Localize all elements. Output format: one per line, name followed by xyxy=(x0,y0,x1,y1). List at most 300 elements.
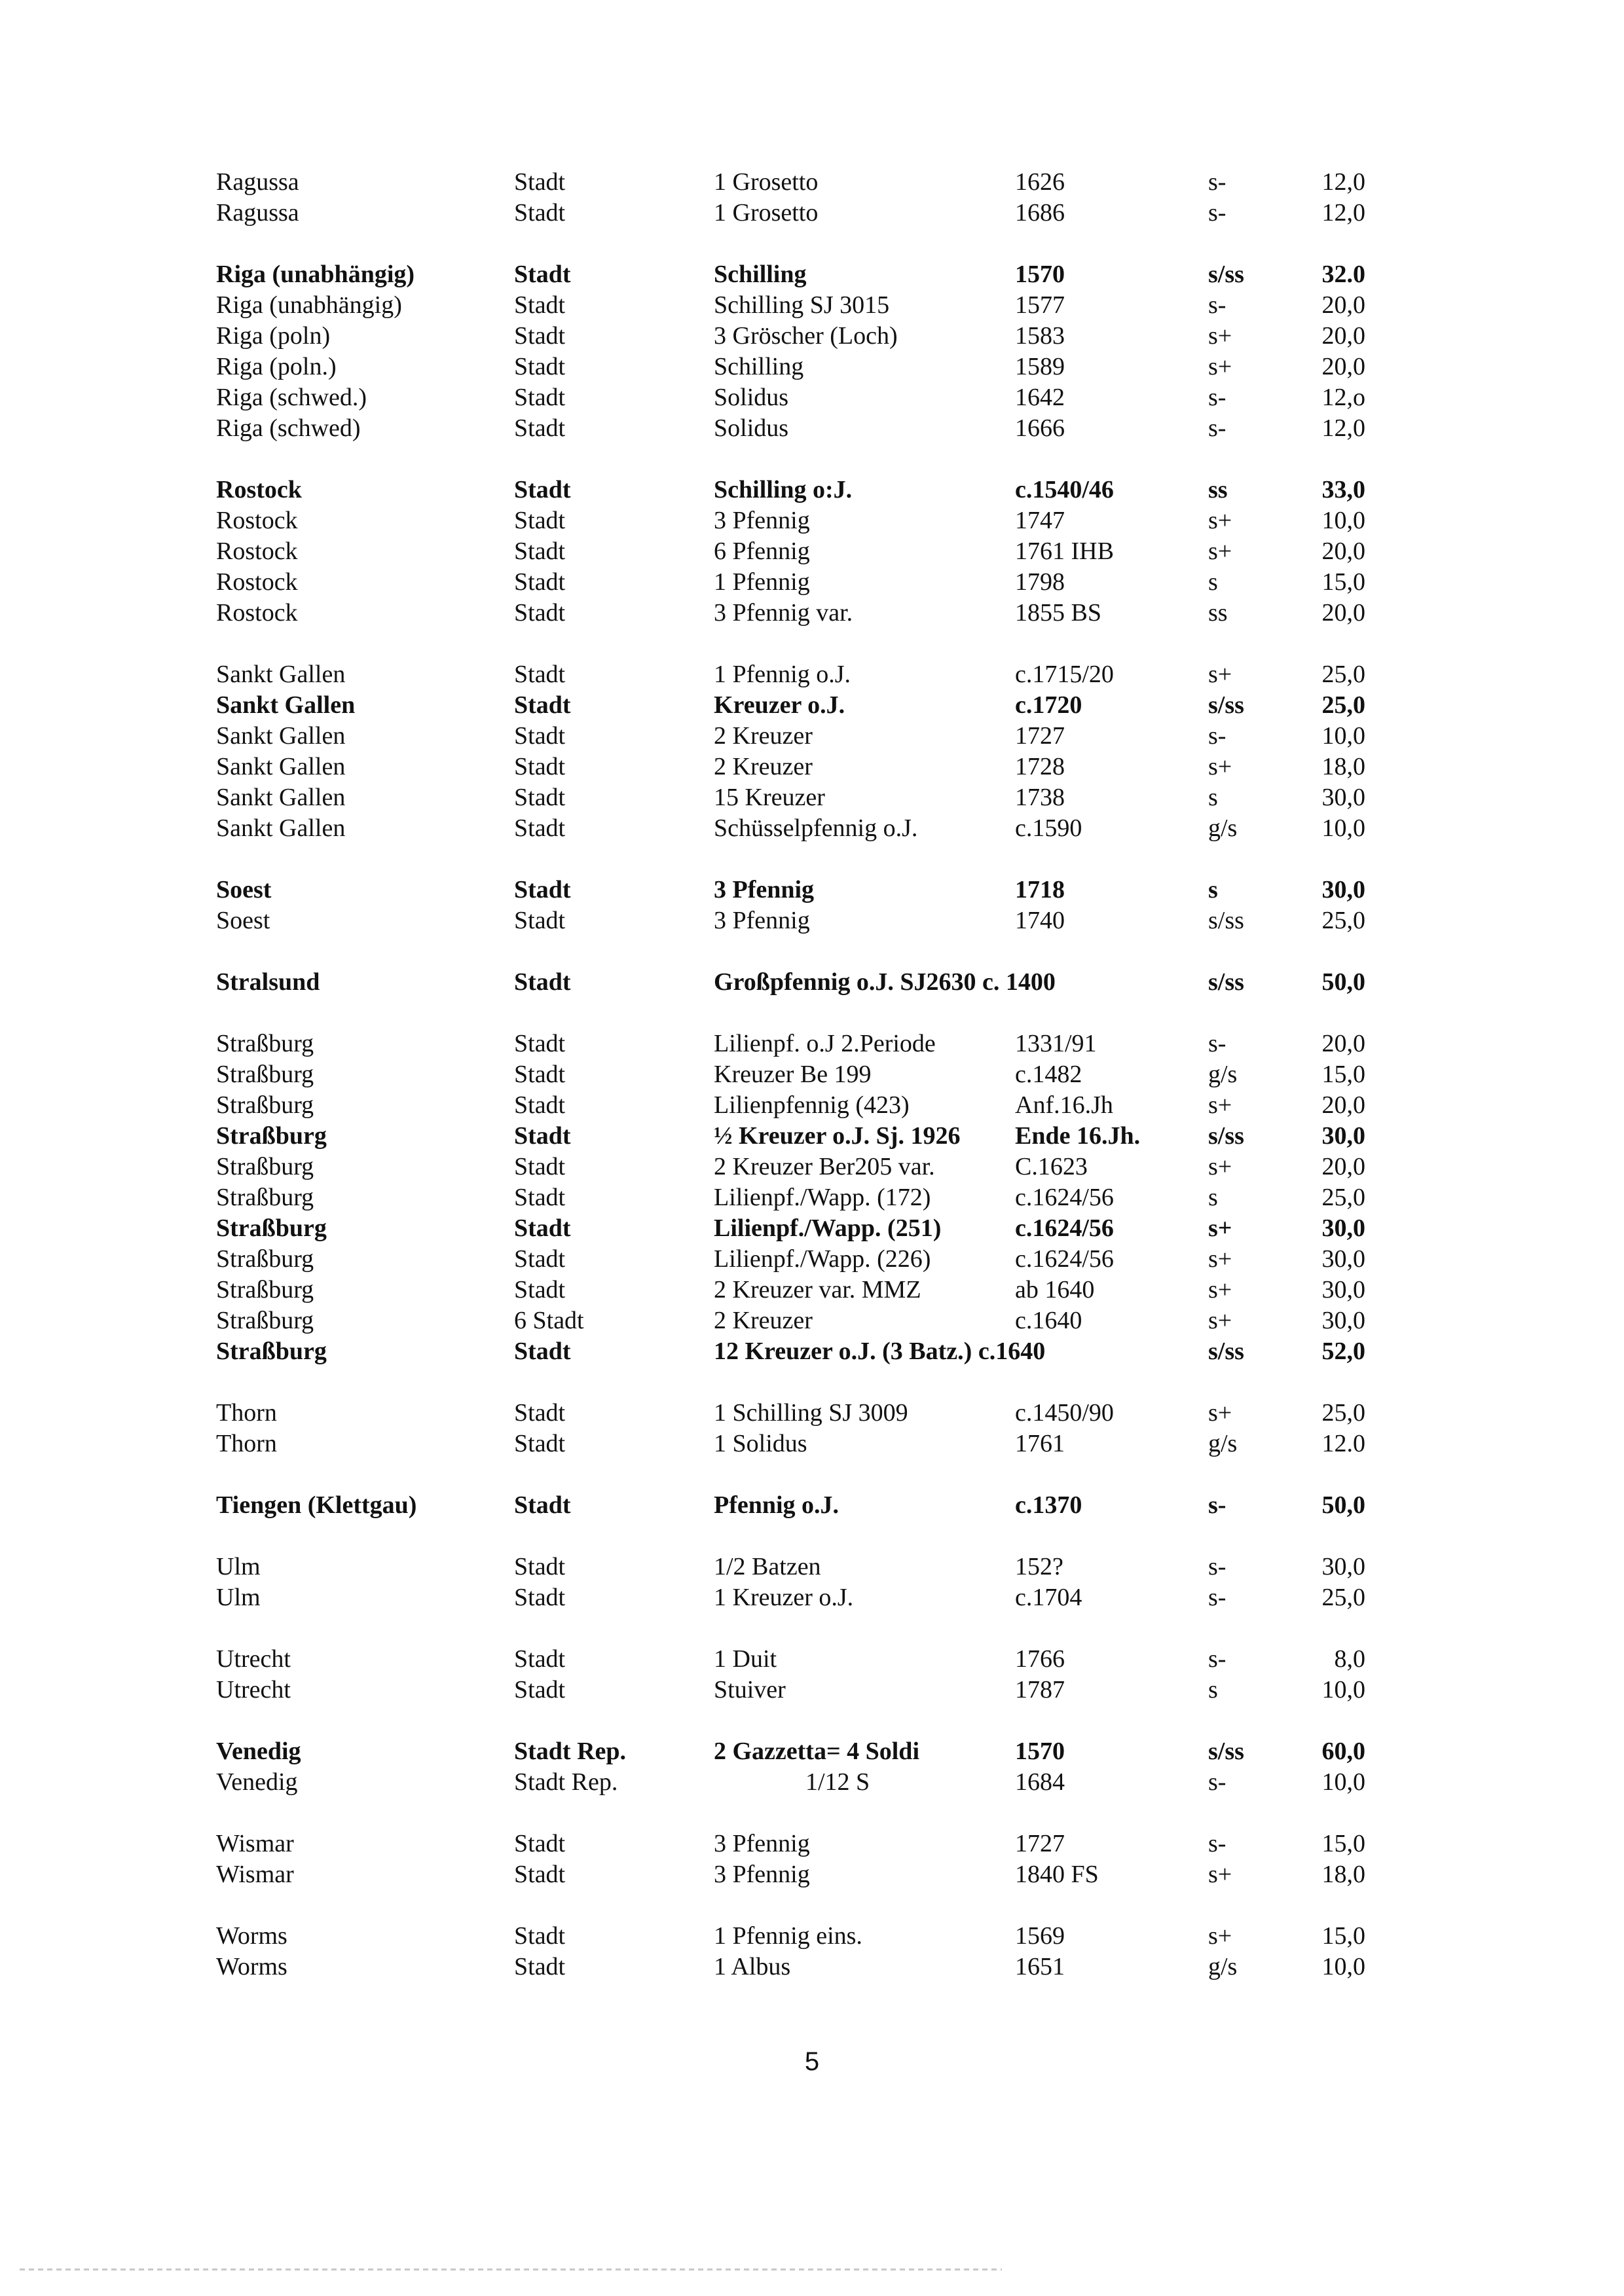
grade-cell: s xyxy=(1208,1184,1218,1211)
coin-cell: 1 Grosetto xyxy=(714,199,819,227)
list-row xyxy=(0,1921,1624,1952)
list-row xyxy=(0,259,1624,290)
list-row xyxy=(0,1182,1624,1213)
coin-cell: 15 Kreuzer xyxy=(714,784,825,811)
year-cell: 1570 xyxy=(1015,1738,1065,1765)
grade-cell: s xyxy=(1208,1676,1218,1704)
city-cell: Sankt Gallen xyxy=(216,753,346,780)
year-cell: 1787 xyxy=(1015,1676,1065,1704)
price-cell: 30,0 xyxy=(1321,1214,1365,1242)
year-cell: 1740 xyxy=(1015,907,1065,934)
type-cell: Stadt xyxy=(514,1645,566,1673)
coin-cell: 2 Gazzetta= 4 Soldi xyxy=(714,1738,920,1765)
grade-cell: s/ss xyxy=(1208,968,1244,996)
list-row xyxy=(0,382,1624,413)
type-cell: Stadt xyxy=(514,1584,566,1611)
grade-cell: s+ xyxy=(1208,1922,1232,1950)
city-cell: Riga (schwed) xyxy=(216,414,361,442)
price-cell: 60,0 xyxy=(1321,1738,1365,1765)
type-cell: Stadt xyxy=(514,1676,566,1704)
type-cell: Stadt xyxy=(514,814,566,842)
type-cell: Stadt xyxy=(514,1122,571,1150)
coin-cell: Kreuzer Be 199 xyxy=(714,1061,872,1088)
price-cell: 12,0 xyxy=(1321,414,1365,442)
type-cell: Stadt xyxy=(514,476,571,503)
list-row xyxy=(0,1090,1624,1121)
list-row xyxy=(0,813,1624,844)
city-cell: Rostock xyxy=(216,599,298,627)
list-row xyxy=(0,475,1624,505)
price-cell: 10,0 xyxy=(1321,1953,1365,1980)
list-row xyxy=(0,782,1624,813)
price-cell: 10,0 xyxy=(1321,722,1365,750)
type-cell: Stadt xyxy=(514,1338,571,1365)
coin-cell: 3 Pfennig xyxy=(714,1830,810,1857)
price-cell: 15,0 xyxy=(1321,1830,1365,1857)
grade-cell: s/ss xyxy=(1208,1338,1244,1365)
list-row xyxy=(0,752,1624,782)
price-cell: 25,0 xyxy=(1321,691,1365,719)
coin-cell: 2 Kreuzer xyxy=(714,1307,813,1334)
price-cell: 12.0 xyxy=(1321,1430,1365,1457)
type-cell: Stadt xyxy=(514,538,566,565)
grade-cell: s/ss xyxy=(1208,261,1244,288)
grade-cell: s+ xyxy=(1208,538,1232,565)
type-cell: Stadt xyxy=(514,1491,571,1519)
list-row xyxy=(0,721,1624,752)
city-cell: Straßburg xyxy=(216,1091,314,1119)
grade-cell: ss xyxy=(1208,476,1228,503)
list-row xyxy=(0,1152,1624,1182)
price-cell: 30,0 xyxy=(1321,876,1365,903)
city-cell: Straßburg xyxy=(216,1122,327,1150)
price-cell: 12,0 xyxy=(1321,199,1365,227)
list-row xyxy=(0,1829,1624,1859)
price-cell: 20,0 xyxy=(1321,1030,1365,1057)
city-cell: Straßburg xyxy=(216,1245,314,1273)
scan-artifact-line xyxy=(20,2269,1002,2270)
type-cell: Stadt xyxy=(514,507,566,534)
coin-cell: Schüsselpfennig o.J. xyxy=(714,814,918,842)
list-row xyxy=(0,413,1624,444)
list-row xyxy=(0,1121,1624,1152)
grade-cell: s+ xyxy=(1208,753,1232,780)
list-row xyxy=(0,290,1624,321)
price-cell: 30,0 xyxy=(1321,1553,1365,1580)
year-cell: 1686 xyxy=(1015,199,1065,227)
year-cell: 1642 xyxy=(1015,384,1065,411)
city-cell: Venedig xyxy=(216,1768,298,1796)
city-cell: Sankt Gallen xyxy=(216,784,346,811)
type-cell: Stadt xyxy=(514,1061,566,1088)
list-row xyxy=(0,1275,1624,1305)
city-cell: Venedig xyxy=(216,1738,301,1765)
city-cell: Tiengen (Klettgau) xyxy=(216,1491,417,1519)
grade-cell: s+ xyxy=(1208,1214,1232,1242)
type-cell: Stadt xyxy=(514,784,566,811)
list-row xyxy=(0,875,1624,905)
year-cell: 1727 xyxy=(1015,722,1065,750)
coin-cell: Pfennig o.J. xyxy=(714,1491,840,1519)
city-cell: Riga (unabhängig) xyxy=(216,261,415,288)
grade-cell: s+ xyxy=(1208,1245,1232,1273)
type-cell: Stadt xyxy=(514,599,566,627)
grade-cell: s- xyxy=(1208,199,1227,227)
grade-cell: s+ xyxy=(1208,1307,1232,1334)
year-cell: c.1482 xyxy=(1015,1061,1082,1088)
price-cell: 25,0 xyxy=(1321,661,1365,688)
type-cell: Stadt xyxy=(514,753,566,780)
year-cell: c.1704 xyxy=(1015,1584,1082,1611)
year-cell: 1651 xyxy=(1015,1953,1065,1980)
coin-cell: 12 Kreuzer o.J. (3 Batz.) c.1640 xyxy=(714,1338,1046,1365)
grade-cell: s- xyxy=(1208,168,1227,196)
list-row xyxy=(0,659,1624,690)
type-cell: Stadt xyxy=(514,322,566,350)
city-cell: Sankt Gallen xyxy=(216,814,346,842)
coin-cell: Schilling xyxy=(714,261,807,288)
grade-cell: s+ xyxy=(1208,1276,1232,1303)
coin-cell: 6 Pfennig xyxy=(714,538,810,565)
price-cell: 18,0 xyxy=(1321,1861,1365,1888)
type-cell: Stadt xyxy=(514,907,566,934)
city-cell: Straßburg xyxy=(216,1184,314,1211)
grade-cell: s- xyxy=(1208,1553,1227,1580)
list-row xyxy=(0,1675,1624,1705)
coin-cell: 3 Pfennig xyxy=(714,1861,810,1888)
city-cell: Riga (poln) xyxy=(216,322,331,350)
grade-cell: s+ xyxy=(1208,322,1232,350)
coin-cell: 1 Grosetto xyxy=(714,168,819,196)
list-row xyxy=(0,1736,1624,1767)
city-cell: Wismar xyxy=(216,1830,294,1857)
grade-cell: g/s xyxy=(1208,1953,1238,1980)
grade-cell: s- xyxy=(1208,1830,1227,1857)
type-cell: Stadt xyxy=(514,1922,566,1950)
price-cell: 32.0 xyxy=(1321,261,1365,288)
coin-cell: 2 Kreuzer xyxy=(714,722,813,750)
coin-cell: Lilienpf./Wapp. (226) xyxy=(714,1245,931,1273)
city-cell: Thorn xyxy=(216,1430,277,1457)
list-row xyxy=(0,352,1624,382)
type-cell: Stadt Rep. xyxy=(514,1738,627,1765)
list-row xyxy=(0,1029,1624,1059)
year-cell: 1626 xyxy=(1015,168,1065,196)
type-cell: Stadt xyxy=(514,1553,566,1580)
price-cell: 25,0 xyxy=(1321,907,1365,934)
city-cell: Rostock xyxy=(216,568,298,596)
list-row xyxy=(0,1305,1624,1336)
city-cell: Worms xyxy=(216,1953,287,1980)
city-cell: Soest xyxy=(216,876,272,903)
year-cell: 1798 xyxy=(1015,568,1065,596)
price-cell: 25,0 xyxy=(1321,1584,1365,1611)
year-cell: 1589 xyxy=(1015,353,1065,380)
price-cell: 18,0 xyxy=(1321,753,1365,780)
grade-cell: s- xyxy=(1208,414,1227,442)
list-row xyxy=(0,1244,1624,1275)
type-cell: Stadt xyxy=(514,1030,566,1057)
year-cell: c.1590 xyxy=(1015,814,1082,842)
list-row xyxy=(0,905,1624,936)
city-cell: Ulm xyxy=(216,1553,261,1580)
year-cell: 1666 xyxy=(1015,414,1065,442)
city-cell: Straßburg xyxy=(216,1030,314,1057)
grade-cell: s/ss xyxy=(1208,1738,1244,1765)
list-row xyxy=(0,1644,1624,1675)
type-cell: Stadt xyxy=(514,1245,566,1273)
coin-cell: 3 Gröscher (Loch) xyxy=(714,322,898,350)
year-cell: ab 1640 xyxy=(1015,1276,1095,1303)
coin-cell: Solidus xyxy=(714,414,789,442)
price-cell: 20,0 xyxy=(1321,353,1365,380)
coin-cell: 3 Pfennig var. xyxy=(714,599,853,627)
list-row xyxy=(0,321,1624,352)
year-cell: 1331/91 xyxy=(1015,1030,1097,1057)
city-cell: Straßburg xyxy=(216,1338,327,1365)
type-cell: Stadt xyxy=(514,876,571,903)
price-cell: 30,0 xyxy=(1321,784,1365,811)
year-cell: 1577 xyxy=(1015,291,1065,319)
grade-cell: s xyxy=(1208,568,1218,596)
grade-cell: s+ xyxy=(1208,353,1232,380)
list-row xyxy=(0,1213,1624,1244)
coin-cell: Lilienpfennig (423) xyxy=(714,1091,910,1119)
type-cell: 6 Stadt xyxy=(514,1307,584,1334)
year-cell: 1761 xyxy=(1015,1430,1065,1457)
coin-cell: 1 Pfennig eins. xyxy=(714,1922,862,1950)
price-cell: 20,0 xyxy=(1321,599,1365,627)
grade-cell: s- xyxy=(1208,1768,1227,1796)
price-cell: 20,0 xyxy=(1321,1091,1365,1119)
city-cell: Wismar xyxy=(216,1861,294,1888)
grade-cell: s- xyxy=(1208,722,1227,750)
year-cell: 1855 BS xyxy=(1015,599,1101,627)
type-cell: Stadt xyxy=(514,1399,566,1427)
year-cell: 1684 xyxy=(1015,1768,1065,1796)
type-cell: Stadt xyxy=(514,384,566,411)
coin-cell: Lilienpf./Wapp. (251) xyxy=(714,1214,942,1242)
grade-cell: s- xyxy=(1208,1645,1227,1673)
coin-cell: Großpfennig o.J. SJ2630 c. 1400 xyxy=(714,968,1056,996)
city-cell: Straßburg xyxy=(216,1061,314,1088)
price-cell: 15,0 xyxy=(1321,568,1365,596)
price-cell: 20,0 xyxy=(1321,322,1365,350)
year-cell: c.1370 xyxy=(1015,1491,1082,1519)
coin-cell: 1 Duit xyxy=(714,1645,777,1673)
price-cell: 52,0 xyxy=(1321,1338,1365,1365)
year-cell: Ende 16.Jh. xyxy=(1015,1122,1141,1150)
city-cell: Soest xyxy=(216,907,270,934)
list-row xyxy=(0,967,1624,998)
city-cell: Ulm xyxy=(216,1584,261,1611)
year-cell: 1840 FS xyxy=(1015,1861,1099,1888)
type-cell: Stadt xyxy=(514,353,566,380)
price-cell: 25,0 xyxy=(1321,1184,1365,1211)
city-cell: Straßburg xyxy=(216,1214,327,1242)
type-cell: Stadt xyxy=(514,1953,566,1980)
list-row xyxy=(0,1582,1624,1613)
year-cell: 1583 xyxy=(1015,322,1065,350)
type-cell: Stadt xyxy=(514,199,566,227)
coin-cell: Schilling o:J. xyxy=(714,476,853,503)
list-row xyxy=(0,536,1624,567)
type-cell: Stadt Rep. xyxy=(514,1768,618,1796)
grade-cell: s+ xyxy=(1208,507,1232,534)
grade-cell: s+ xyxy=(1208,1399,1232,1427)
coin-cell: 1 Solidus xyxy=(714,1430,807,1457)
city-cell: Riga (schwed.) xyxy=(216,384,367,411)
price-cell: 33,0 xyxy=(1321,476,1365,503)
type-cell: Stadt xyxy=(514,261,571,288)
city-cell: Straßburg xyxy=(216,1153,314,1180)
list-row xyxy=(0,1429,1624,1459)
grade-cell: s/ss xyxy=(1208,907,1244,934)
city-cell: Worms xyxy=(216,1922,287,1950)
price-cell: 30,0 xyxy=(1321,1122,1365,1150)
type-cell: Stadt xyxy=(514,1091,566,1119)
price-cell: 10,0 xyxy=(1321,507,1365,534)
year-cell: 1747 xyxy=(1015,507,1065,534)
price-cell: 20,0 xyxy=(1321,291,1365,319)
grade-cell: g/s xyxy=(1208,814,1238,842)
grade-cell: s xyxy=(1208,784,1218,811)
coin-cell: Lilienpf. o.J 2.Periode xyxy=(714,1030,936,1057)
price-cell: 25,0 xyxy=(1321,1399,1365,1427)
year-cell: 1570 xyxy=(1015,261,1065,288)
coin-cell: Kreuzer o.J. xyxy=(714,691,845,719)
grade-cell: s xyxy=(1208,876,1218,903)
year-cell: c.1720 xyxy=(1015,691,1082,719)
year-cell: c.1624/56 xyxy=(1015,1214,1114,1242)
year-cell: c.1450/90 xyxy=(1015,1399,1114,1427)
coin-cell: 3 Pfennig xyxy=(714,907,810,934)
city-cell: Straßburg xyxy=(216,1276,314,1303)
year-cell: 152? xyxy=(1015,1553,1063,1580)
list-row xyxy=(0,505,1624,536)
type-cell: Stadt xyxy=(514,1430,566,1457)
grade-cell: ss xyxy=(1208,599,1228,627)
city-cell: Stralsund xyxy=(216,968,320,996)
year-cell: 1718 xyxy=(1015,876,1065,903)
city-cell: Ragussa xyxy=(216,168,299,196)
type-cell: Stadt xyxy=(514,568,566,596)
price-cell: 10,0 xyxy=(1321,814,1365,842)
type-cell: Stadt xyxy=(514,1276,566,1303)
type-cell: Stadt xyxy=(514,291,566,319)
coin-cell: 1 Albus xyxy=(714,1953,791,1980)
grade-cell: g/s xyxy=(1208,1061,1238,1088)
coin-cell: ½ Kreuzer o.J. Sj. 1926 xyxy=(714,1122,961,1150)
type-cell: Stadt xyxy=(514,691,571,719)
city-cell: Rostock xyxy=(216,507,298,534)
type-cell: Stadt xyxy=(514,1861,566,1888)
city-cell: Utrecht xyxy=(216,1676,291,1704)
price-cell: 50,0 xyxy=(1321,1491,1365,1519)
type-cell: Stadt xyxy=(514,1184,566,1211)
city-cell: Sankt Gallen xyxy=(216,722,346,750)
grade-cell: s/ss xyxy=(1208,1122,1244,1150)
coin-cell: Schilling SJ 3015 xyxy=(714,291,890,319)
grade-cell: s+ xyxy=(1208,1091,1232,1119)
grade-cell: s- xyxy=(1208,291,1227,319)
year-cell: c.1624/56 xyxy=(1015,1184,1114,1211)
grade-cell: s- xyxy=(1208,384,1227,411)
coin-cell: 1 Kreuzer o.J. xyxy=(714,1584,854,1611)
year-cell: C.1623 xyxy=(1015,1153,1088,1180)
price-cell: 50,0 xyxy=(1321,968,1365,996)
grade-cell: s+ xyxy=(1208,1153,1232,1180)
list-row xyxy=(0,198,1624,228)
coin-cell: 3 Pfennig xyxy=(714,507,810,534)
type-cell: Stadt xyxy=(514,414,566,442)
type-cell: Stadt xyxy=(514,168,566,196)
type-cell: Stadt xyxy=(514,968,571,996)
city-cell: Utrecht xyxy=(216,1645,291,1673)
city-cell: Sankt Gallen xyxy=(216,661,346,688)
page-number: 5 xyxy=(804,2047,820,2076)
grade-cell: s+ xyxy=(1208,661,1232,688)
coin-cell: 1 Schilling SJ 3009 xyxy=(714,1399,908,1427)
coin-cell: Lilienpf./Wapp. (172) xyxy=(714,1184,931,1211)
coin-cell: 1 Pfennig xyxy=(714,568,810,596)
year-cell: 1738 xyxy=(1015,784,1065,811)
year-cell: 1766 xyxy=(1015,1645,1065,1673)
price-cell: 20,0 xyxy=(1321,538,1365,565)
price-cell: 30,0 xyxy=(1321,1307,1365,1334)
coin-cell: 1/12 S xyxy=(805,1768,870,1796)
type-cell: Stadt xyxy=(514,1153,566,1180)
type-cell: Stadt xyxy=(514,1214,571,1242)
coin-cell: Schilling xyxy=(714,353,804,380)
list-row xyxy=(0,1398,1624,1429)
coin-cell: 2 Kreuzer var. MMZ xyxy=(714,1276,921,1303)
year-cell: c.1715/20 xyxy=(1015,661,1114,688)
coin-cell: Stuiver xyxy=(714,1676,786,1704)
city-cell: Ragussa xyxy=(216,199,299,227)
coin-cell: 2 Kreuzer Ber205 var. xyxy=(714,1153,935,1180)
city-cell: Straßburg xyxy=(216,1307,314,1334)
city-cell: Thorn xyxy=(216,1399,277,1427)
price-cell: 12,0 xyxy=(1321,168,1365,196)
coin-cell: 3 Pfennig xyxy=(714,876,815,903)
price-cell: 12,o xyxy=(1321,384,1365,411)
list-row xyxy=(0,167,1624,198)
list-row xyxy=(0,1336,1624,1367)
year-cell: c.1540/46 xyxy=(1015,476,1114,503)
grade-cell: s+ xyxy=(1208,1861,1232,1888)
price-cell: 10,0 xyxy=(1321,1676,1365,1704)
year-cell: 1761 IHB xyxy=(1015,538,1114,565)
type-cell: Stadt xyxy=(514,722,566,750)
grade-cell: s/ss xyxy=(1208,691,1244,719)
year-cell: Anf.16.Jh xyxy=(1015,1091,1113,1119)
price-cell: 30,0 xyxy=(1321,1276,1365,1303)
city-cell: Rostock xyxy=(216,476,302,503)
list-row xyxy=(0,1952,1624,1982)
city-cell: Riga (unabhängig) xyxy=(216,291,402,319)
type-cell: Stadt xyxy=(514,1830,566,1857)
list-row xyxy=(0,1767,1624,1798)
list-row xyxy=(0,690,1624,721)
list-row xyxy=(0,598,1624,629)
year-cell: c.1624/56 xyxy=(1015,1245,1114,1273)
price-cell: 10,0 xyxy=(1321,1768,1365,1796)
list-row xyxy=(0,1859,1624,1890)
coin-cell: 1 Pfennig o.J. xyxy=(714,661,851,688)
price-cell: 20,0 xyxy=(1321,1153,1365,1180)
year-cell: 1728 xyxy=(1015,753,1065,780)
